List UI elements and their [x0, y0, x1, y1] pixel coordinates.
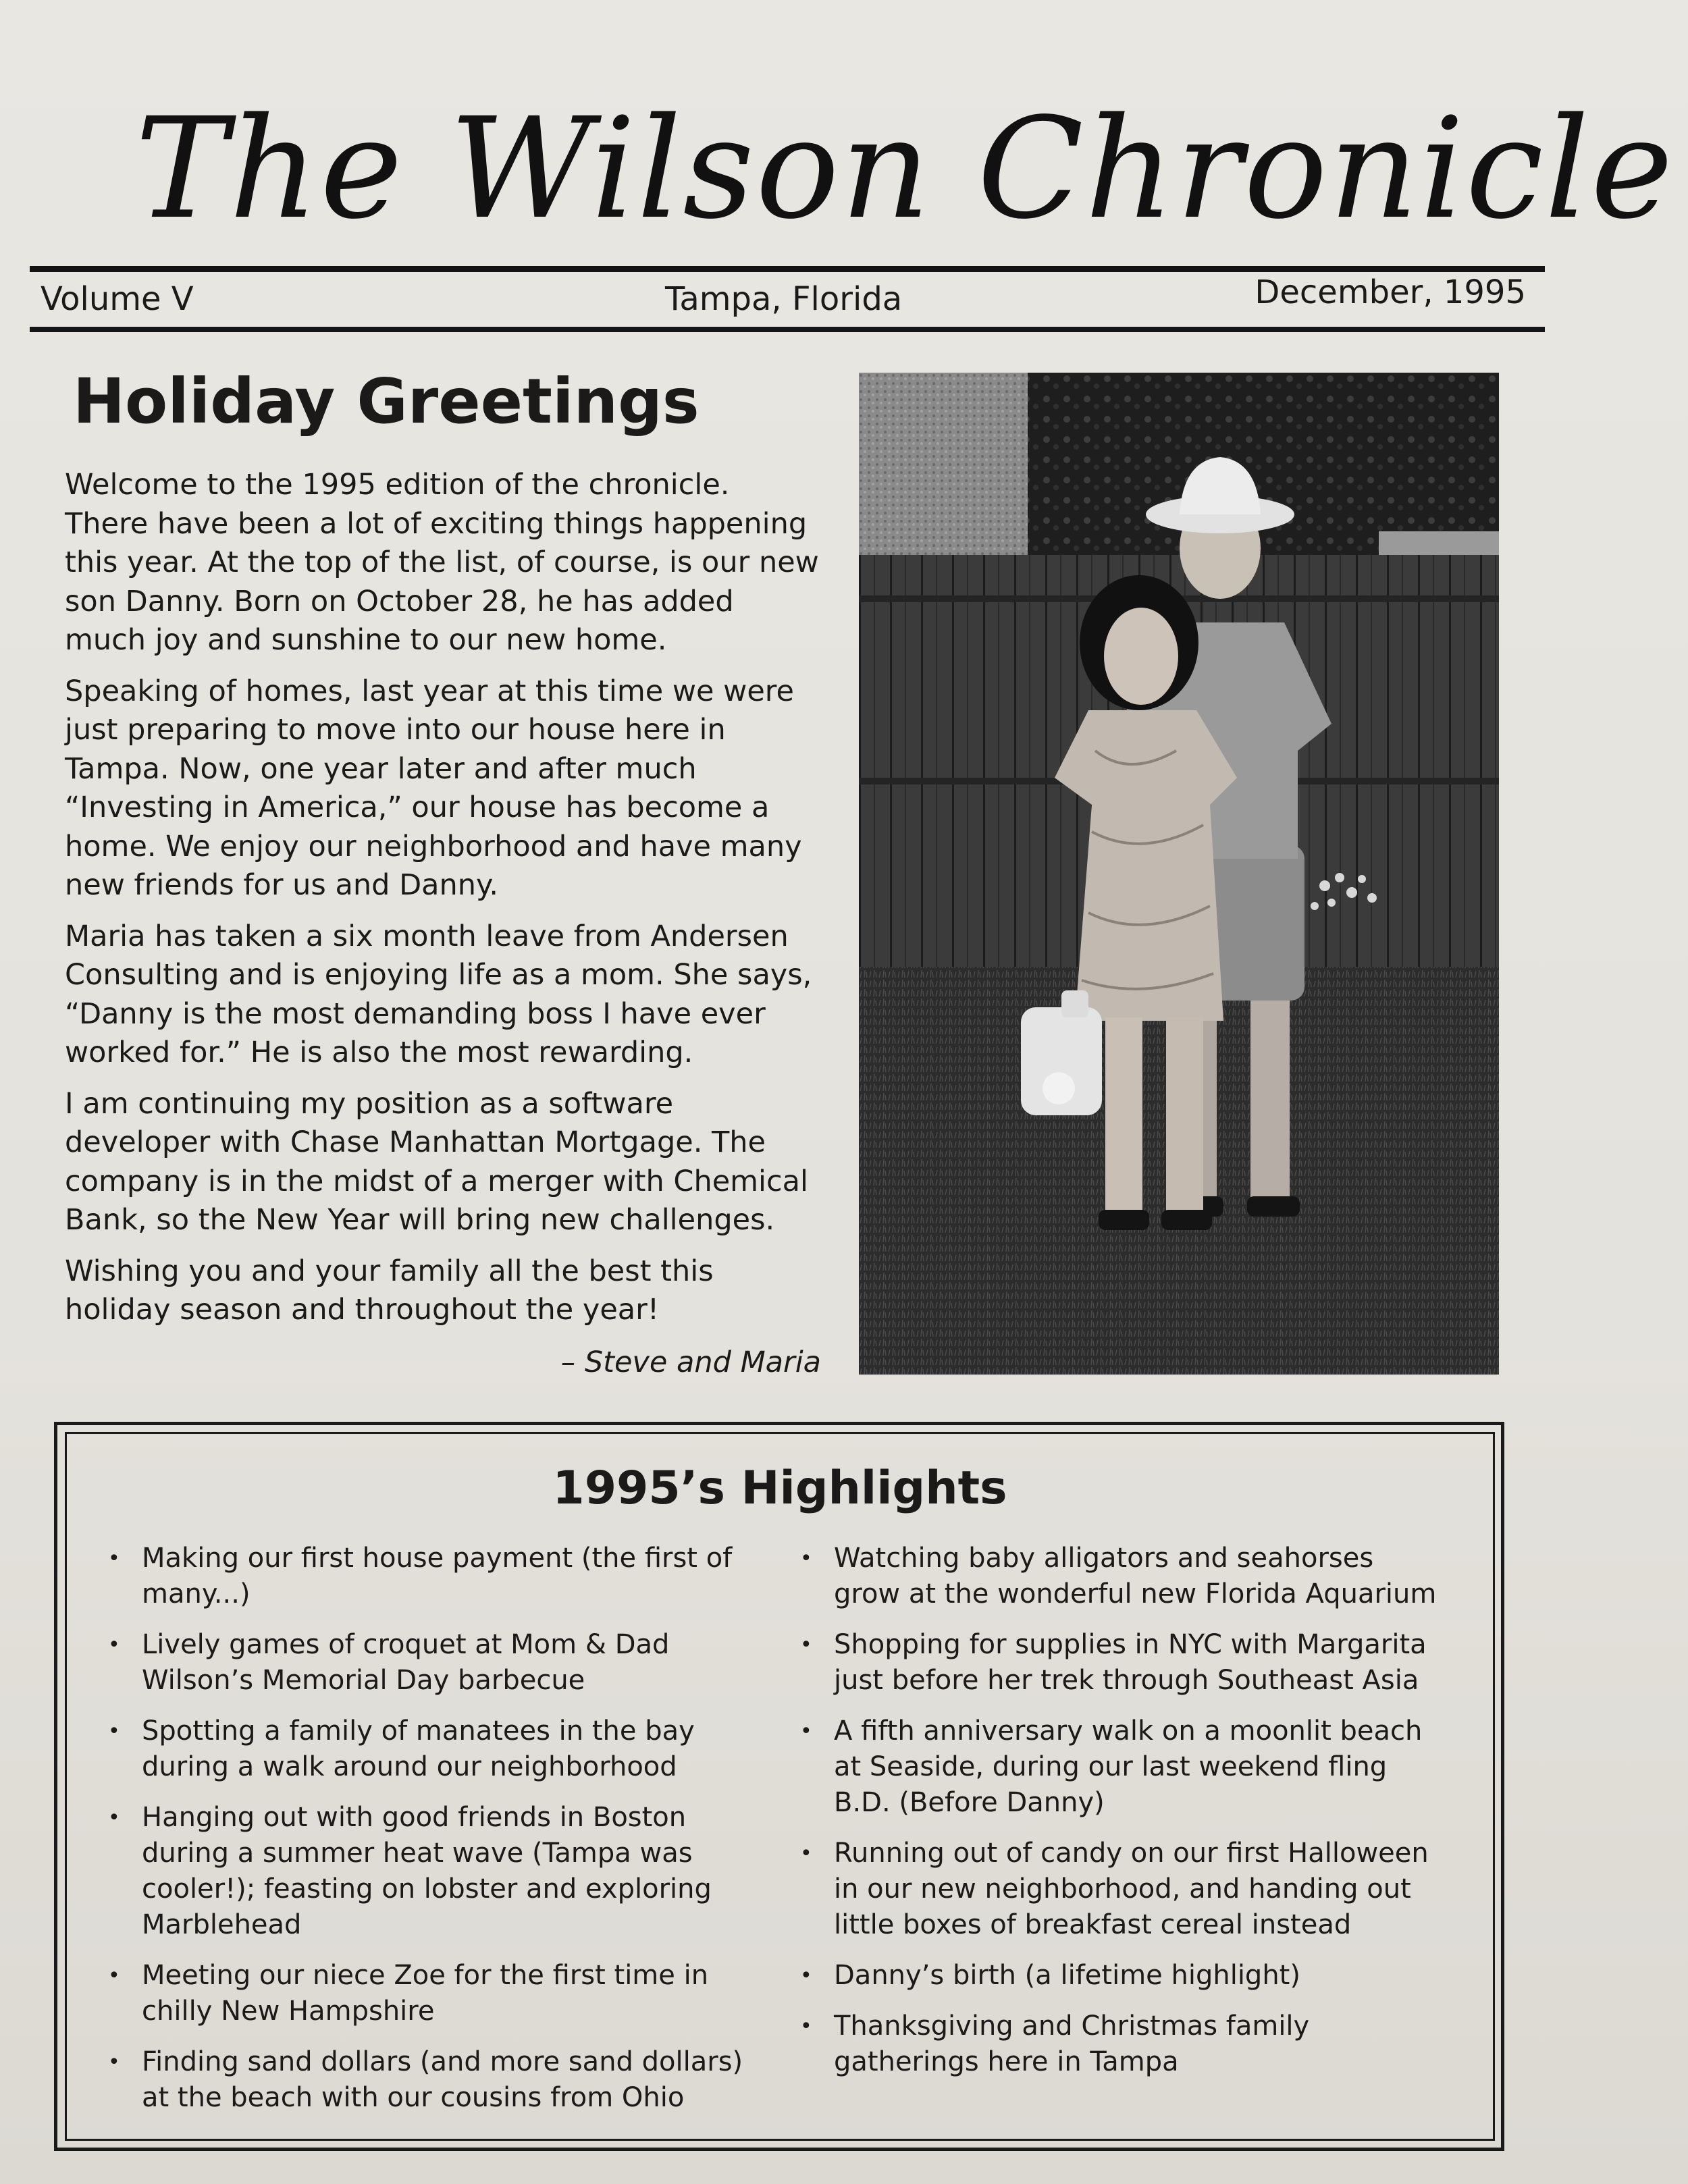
article-body	[65, 466, 821, 1383]
highlight-text: Finding sand dollars (and more sand dollars) at the beach with our cousins from Ohio	[142, 2046, 743, 2113]
family-photo-illustration	[859, 373, 1499, 1375]
article-signature: – Steve and Maria	[560, 1345, 821, 1379]
family-photo	[859, 373, 1499, 1375]
bullet-icon: •	[108, 1633, 120, 1657]
highlights-right-column	[793, 1541, 1442, 2095]
highlight-item	[101, 1541, 749, 1612]
highlights-title: 1995’s Highlights	[552, 1462, 1007, 1515]
article-heading: Holiday Greetings	[73, 365, 700, 437]
bullet-icon: •	[108, 1806, 120, 1830]
highlight-text: A fifth anniversary walk on a moonlit beach at Seaside, during our last weekend fling B.D. (Before Danny)	[834, 1715, 1423, 1818]
highlight-item	[101, 1713, 749, 1785]
article-paragraph: I am continuing my position as a software developer with Chase Manhattan Mortgage. The company is in the midst of a merger with Chemical Bank, so the New Year will bring new challenges.	[65, 1086, 808, 1237]
highlight-item	[793, 1627, 1442, 1699]
highlight-item	[793, 1958, 1442, 1994]
bullet-icon: •	[800, 1842, 812, 1865]
highlight-item	[793, 1836, 1442, 1943]
bullet-icon: •	[800, 1964, 812, 1988]
masthead-bottom-rule	[30, 327, 1545, 332]
highlight-item	[101, 1627, 749, 1699]
highlight-text: Making our first house payment (the first of many...)	[142, 1543, 733, 1609]
bullet-icon: •	[800, 1720, 812, 1743]
bullet-icon: •	[800, 2015, 812, 2038]
highlight-text: Danny’s birth (a lifetime highlight)	[834, 1960, 1300, 1991]
highlight-item	[793, 2008, 1442, 2080]
highlight-text: Shopping for supplies in NYC with Margarita just before her trek through Southeast Asia	[834, 1629, 1427, 1696]
issue-date: December, 1995	[1255, 273, 1526, 311]
newsletter-title: The Wilson Chronicle	[135, 88, 1674, 250]
highlight-text: Lively games of croquet at Mom & Dad Wilson’s Memorial Day barbecue	[142, 1629, 670, 1696]
article-paragraph: Welcome to the 1995 edition of the chronicle. There have been a lot of exciting things happening this year. At the top of the list, of course, is our new son Danny. Born on October 28, he has added much joy and sunshine to our new home.	[65, 468, 819, 657]
highlight-text: Spotting a family of manatees in the bay during a walk around our neighborhood	[142, 1715, 695, 1782]
highlight-text: Hanging out with good friends in Boston during a summer heat wave (Tampa was cooler!); feasting on lobster and exploring Marblehead	[142, 1802, 712, 1940]
bullet-icon: •	[800, 1633, 812, 1657]
article-paragraph: Wishing you and your family all the best this holiday season and throughout the year!	[65, 1254, 714, 1327]
article-paragraph: Speaking of homes, last year at this time we were just preparing to move into our house here in Tampa. Now, one year later and after much “Investing in America,” our house has become a home. We enjoy our neighborhood and have many new friends for us and Danny.	[65, 674, 802, 902]
volume-label: Volume V	[41, 280, 194, 318]
bullet-icon: •	[108, 1964, 120, 1988]
masthead-info-bar	[41, 275, 1526, 323]
highlight-item	[101, 2044, 749, 2116]
highlight-text: Thanksgiving and Christmas family gatherings here in Tampa	[834, 2010, 1310, 2077]
bullet-icon: •	[800, 1547, 812, 1570]
highlight-item	[793, 1713, 1442, 1821]
highlight-text: Running out of candy on our first Halloween in our new neighborhood, and handing out little boxes of breakfast cereal instead	[834, 1838, 1429, 1940]
highlights-left-column	[101, 1541, 749, 2131]
highlight-item	[101, 1800, 749, 1943]
bullet-icon: •	[108, 1720, 120, 1743]
highlight-item	[101, 1958, 749, 2029]
article-paragraph: Maria has taken a six month leave from Andersen Consulting and is enjoying life as a mom. She says, “Danny is the most demanding boss I have ever worked for.” He is also the most rewarding.	[65, 919, 812, 1069]
highlight-text: Meeting our niece Zoe for the first time in chilly New Hampshire	[142, 1960, 709, 2027]
bullet-icon: •	[108, 2050, 120, 2074]
highlight-text: Watching baby alligators and seahorses grow at the wonderful new Florida Aquarium	[834, 1543, 1437, 1609]
highlight-item	[793, 1541, 1442, 1612]
bullet-icon: •	[108, 1547, 120, 1570]
location-label: Tampa, Florida	[665, 280, 903, 318]
